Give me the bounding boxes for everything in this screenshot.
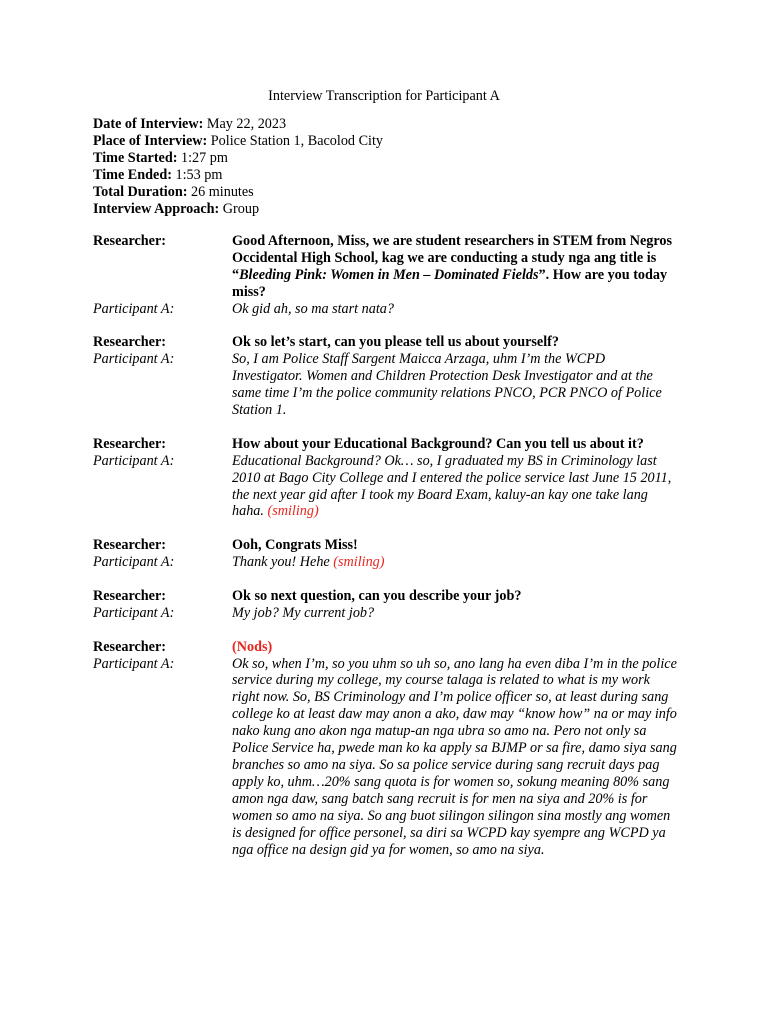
participant-answer — [232, 554, 677, 571]
detail-time-ended — [93, 167, 693, 184]
researcher-line — [93, 436, 693, 453]
researcher-line — [93, 639, 693, 656]
detail-date — [93, 116, 693, 133]
participant-answer — [232, 453, 677, 521]
researcher-line — [93, 588, 693, 605]
detail-value: Police Station 1, Bacolod City — [210, 132, 384, 149]
exchange — [93, 588, 693, 622]
detail-value: 1:27 pm — [181, 149, 228, 166]
detail-label: Time Started: — [93, 149, 178, 166]
answer-text: Thank you! Hehe — [232, 554, 330, 571]
detail-time-started — [93, 150, 693, 167]
speaker-label: Researcher: — [93, 638, 167, 655]
answer-text: So, I am Police Staff Sargent Maicca Arzaga, uhm I’m the WCPD Investigator. Women and Children Protection Desk Investigator and at the same time I’m the police community relations PNCO, PCR PNCO of Police Station 1. — [232, 351, 662, 419]
participant-line — [93, 453, 693, 521]
detail-label: Interview Approach: — [93, 200, 220, 217]
speaker-label: Participant A: — [93, 554, 175, 571]
speaker-label: Researcher: — [93, 537, 167, 554]
speaker-label: Participant A: — [93, 300, 175, 317]
speaker-label: Participant A: — [93, 351, 175, 368]
participant-line — [93, 554, 693, 571]
exchange — [93, 334, 693, 419]
detail-interview-approach — [93, 201, 693, 218]
transcript — [93, 233, 693, 875]
detail-label: Total Duration: — [93, 183, 188, 200]
document-title: Interview Transcription for Participant A — [268, 88, 500, 104]
detail-total-duration — [93, 184, 693, 201]
question-text: Good Afternoon, Miss, we are student researchers in STEM from Negros Occidental High School, kag we are conducting a study nga ang title is “ — [232, 233, 673, 283]
speaker-label: Participant A: — [93, 655, 175, 672]
stage-direction: (smiling) — [333, 554, 385, 571]
researcher-line — [93, 537, 693, 554]
participant-line — [93, 605, 693, 622]
answer-text: Educational Background? Ok… so, I graduated my BS in Criminology last 2010 at Bago City College and I entered the police service last June 15 2011, the next year gid after I took my Board Exam, kaluy-an kay one take lang haha. — [232, 452, 672, 520]
exchange — [93, 436, 693, 521]
participant-line — [93, 301, 693, 318]
interview-details — [93, 116, 693, 217]
participant-line — [93, 351, 693, 419]
study-title: Bleeding Pink: Women in Men – Dominated Fields — [239, 266, 539, 283]
answer-text: Ok so, when I’m, so you uhm so uh so, ano lang ha even diba I’m in the police service during my college, my course talaga is related to what is my work right now. So, BS Criminology and I’m police officer so, at least during sang college ko at least daw may anon a ako, daw may “know how” na or may info nako kung ano akon nga matup-an nga ubra so amo na. Pero not only sa Police Service ha, pwede man ko ka apply sa BJMP or sa fire, damo siya sang branches so amo na siya. So sa police service during sang recruit days pag apply ko, uhm…20% sang quota is for women so, sokung meaning 80% sang amon nga daw, sang batch sang recruit is for men na siya and 20% is for women so amo na siya. So ang buot silingon silingon sina mostly ang women is designed for office personel, sa diri sa WCPD kay syempre ang WCPD ya nga office na design gid ya for women, so amo na siya. — [232, 655, 677, 858]
researcher-question: How about your Educational Background? Can you tell us about it? — [232, 435, 644, 452]
detail-place — [93, 133, 693, 150]
speaker-label: Participant A: — [93, 452, 175, 469]
detail-value: 1:53 pm — [175, 166, 223, 183]
researcher-line — [93, 233, 693, 301]
participant-answer — [232, 301, 677, 318]
detail-label: Time Ended: — [93, 166, 172, 183]
detail-label: Date of Interview: — [93, 116, 204, 132]
researcher-question: Ooh, Congrats Miss! — [232, 537, 358, 554]
answer-text: My job? My current job? — [232, 604, 375, 621]
participant-answer — [232, 656, 677, 859]
speaker-label: Researcher: — [93, 435, 167, 452]
stage-direction: (Nods) — [232, 638, 273, 655]
exchange — [93, 639, 693, 859]
detail-value: 26 minutes — [191, 183, 254, 200]
exchange — [93, 233, 693, 318]
researcher-line — [93, 334, 693, 351]
detail-value: May 22, 2023 — [206, 116, 287, 132]
answer-text: Ok gid ah, so ma start nata? — [232, 300, 394, 317]
exchange — [93, 537, 693, 571]
speaker-label: Researcher: — [93, 587, 167, 604]
stage-direction: (smiling) — [267, 503, 319, 520]
detail-label: Place of Interview: — [93, 132, 208, 149]
participant-line — [93, 656, 693, 859]
speaker-label: Researcher: — [93, 233, 167, 249]
participant-answer — [232, 605, 677, 622]
researcher-question — [232, 233, 677, 301]
participant-answer — [232, 351, 677, 419]
speaker-label: Researcher: — [93, 334, 167, 351]
researcher-question: Ok so next question, can you describe your job? — [232, 587, 522, 604]
question-text: ”. How are you today miss? — [232, 266, 668, 300]
speaker-label: Participant A: — [93, 604, 175, 621]
researcher-question: Ok so let’s start, can you please tell us about yourself? — [232, 334, 559, 351]
detail-value: Group — [222, 200, 260, 217]
